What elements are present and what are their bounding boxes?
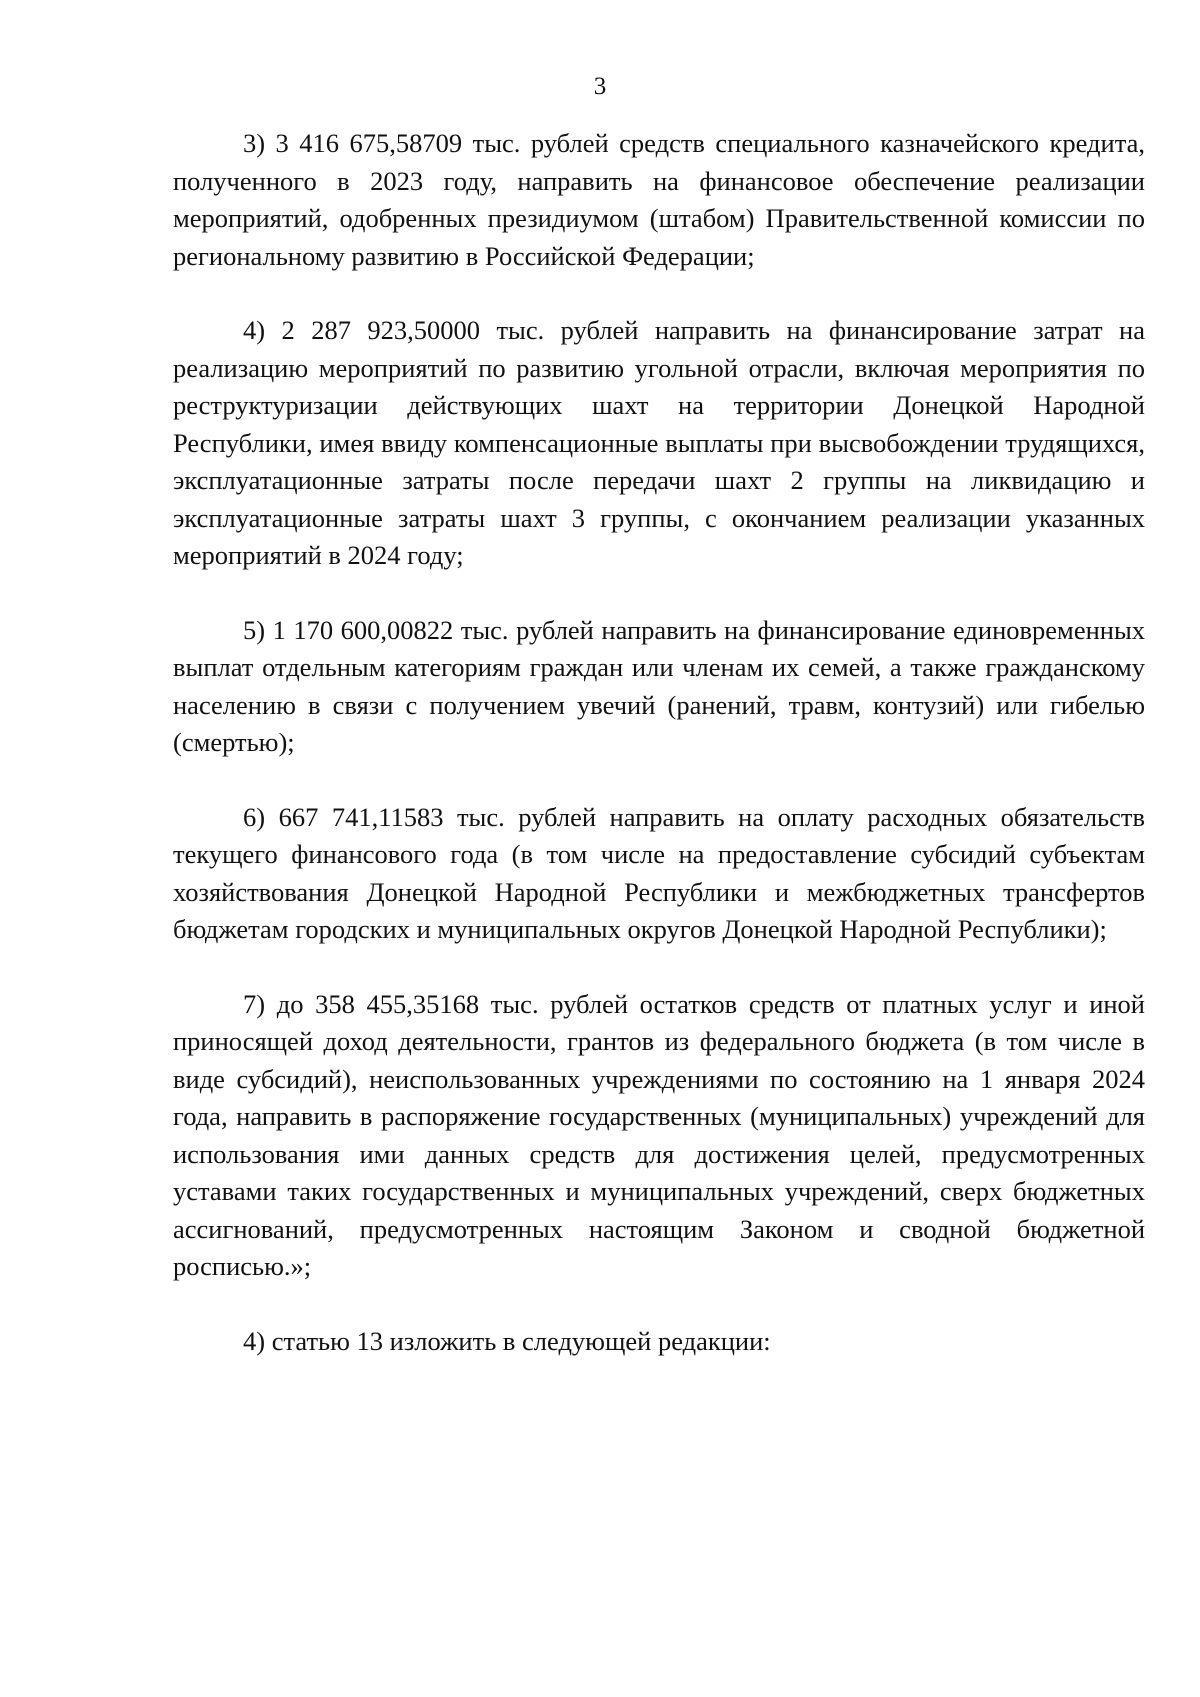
paragraph-item-6: 6) 667 741,11583 тыс. рублей направить на оплату расходных обязательств текущего финансового года (в том числе на предоставление субсидий субъектам хозяйствования Донецкой Народной Республики и межбюджетных трансфертов бюджетам городских и муниципальных округов Донецкой Народной Республики); — [173, 801, 1145, 944]
page-number: 3 — [593, 73, 607, 100]
document-body — [173, 125, 1145, 1360]
paragraph-item-7: 7) до 358 455,35168 тыс. рублей остатков средств от платных услуг и иной приносящей доход деятельности, грантов из федерального бюджета (в том числе в виде субсидий), неиспользованных учреждениями по состоянию на 1 января 2024 года, направить в распоряжение государственных (муниципальных) учреждений для использования ими данных средств для достижения целей, предусмотренных уставами таких государственных и муниципальных учреждений, сверх бюджетных ассигнований, предусмотренных настоящим Законом и сводной бюджетной росписью.»; — [173, 988, 1145, 1281]
paragraph-article-13-instruction: 4) статью 13 изложить в следующей редакции: — [243, 1325, 771, 1356]
paragraph-item-4: 4) 2 287 923,50000 тыс. рублей направить на финансирование затрат на реализацию мероприятий по развитию угольной отрасли, включая мероприятия по реструктуризации действующих шахт на территории Донецкой Народной Республики, имея ввиду компенсационные выплаты при высвобождении трудящихся, эксплуатационные затраты после передачи шахт 2 группы на ликвидацию и эксплуатационные затраты шахт 3 группы, с окончанием реализации указанных мероприятий в 2024 году; — [173, 315, 1145, 570]
paragraph-item-5: 5) 1 170 600,00822 тыс. рублей направить на финансирование единовременных выплат отдельным категориям граждан или членам их семей, а также гражданскому населению в связи с получением увечий (ранений, травм, контузий) или гибелью (смертью); — [173, 614, 1145, 757]
paragraph-item-3: 3) 3 416 675,58709 тыс. рублей средств специального казначейского кредита, полученного в 2023 году, направить на финансовое обеспечение реализации мероприятий, одобренных президиумом (штабом) Правительственной комиссии по региональному развитию в Российской Федерации; — [173, 128, 1145, 271]
